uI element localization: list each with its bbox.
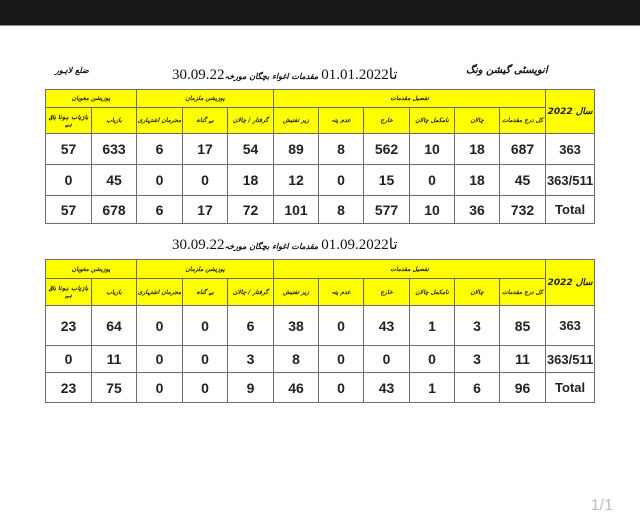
table-cell: 57: [46, 196, 92, 224]
table-cell: 72: [228, 196, 274, 224]
table-cell: 0: [319, 165, 364, 196]
table-cell: 10: [410, 134, 455, 165]
table-cell: 0: [319, 306, 364, 346]
group-header-accused: پوزیشن ملزمان: [137, 90, 274, 108]
table2-title-text: مقدمات اغواء بچگان مورخہ: [224, 242, 319, 251]
table-cell: 3: [455, 346, 500, 373]
table-cell: 0: [46, 165, 92, 196]
table-cell: 577: [364, 196, 410, 224]
table2-title: [172, 235, 398, 254]
column-header: گرفتار / چالان: [228, 279, 274, 306]
table-cell: 101: [274, 196, 319, 224]
table-cell: 0: [319, 373, 364, 403]
column-header: چالان: [455, 108, 500, 134]
table-cell: 678: [92, 196, 137, 224]
page-indicator: 1/1: [590, 497, 613, 514]
table1-title-text: مقدمات اغواء بچگان مورخہ: [224, 72, 319, 81]
table-cell: 17: [183, 134, 228, 165]
table-cell: 45: [92, 165, 137, 196]
viewer-top-bar: [0, 0, 640, 26]
table-cell: 9: [228, 373, 274, 403]
table-cell: 0: [410, 346, 455, 373]
group-header-accused: پوزیشن ملزمان: [137, 260, 274, 279]
column-header: نامکمل چالان: [410, 108, 455, 134]
column-header: چالان: [455, 279, 500, 306]
group-header-recovered: پوزیشن مغویان: [46, 260, 137, 279]
table-row-total: [46, 373, 595, 403]
table-cell: 687: [500, 134, 546, 165]
table-cell: 0: [137, 165, 183, 196]
table-cell: 38: [274, 306, 319, 346]
column-header: بے گناہ: [183, 279, 228, 306]
table-cell: 0: [183, 346, 228, 373]
table-cell: 43: [364, 306, 410, 346]
column-header: کل درج مقدمات: [500, 108, 546, 134]
table-row: [46, 346, 595, 373]
row-label: Total: [546, 373, 595, 403]
table-row: [46, 134, 595, 165]
column-header: مجرمان اشتہاری: [137, 108, 183, 134]
table-cell: 562: [364, 134, 410, 165]
table-cell: 3: [455, 306, 500, 346]
table-cell: 11: [92, 346, 137, 373]
column-header: بازیاب ہونا باقی ہے: [46, 108, 92, 134]
table-cell: 43: [364, 373, 410, 403]
table-cell: 11: [500, 346, 546, 373]
table-row-total: [46, 196, 595, 224]
column-header: بے گناہ: [183, 108, 228, 134]
column-header-year: سال 2022: [546, 90, 595, 134]
table-cell: 64: [92, 306, 137, 346]
group-header-recovered: پوزیشن مغویان: [46, 90, 137, 108]
column-header-year: سال 2022: [546, 260, 595, 306]
table-cell: 36: [455, 196, 500, 224]
column-header: نامکمل چالان: [410, 279, 455, 306]
table-cell: 3: [228, 346, 274, 373]
table-cell: 0: [410, 165, 455, 196]
table-year-to-date: [45, 89, 595, 224]
row-label: 363: [546, 306, 595, 346]
table-cell: 75: [92, 373, 137, 403]
table-cell: 633: [92, 134, 137, 165]
table-cell: 12: [274, 165, 319, 196]
column-header: گرفتار / چالان: [228, 108, 274, 134]
column-header: بازیاب ہونا باقی ہے: [46, 279, 92, 306]
table-cell: 96: [500, 373, 546, 403]
table-cell: 1: [410, 306, 455, 346]
table-cell: 1: [410, 373, 455, 403]
table-cell: 0: [319, 346, 364, 373]
table-cell: 15: [364, 165, 410, 196]
table-cell: 0: [137, 373, 183, 403]
column-header: عدم پتہ: [319, 279, 364, 306]
table-row: [46, 306, 595, 346]
column-header: زیر تفتیش: [274, 108, 319, 134]
table-cell: 0: [183, 306, 228, 346]
table-cell: 732: [500, 196, 546, 224]
column-header: کل درج مقدمات: [500, 279, 546, 306]
column-header: زیر تفتیش: [274, 279, 319, 306]
table-cell: 85: [500, 306, 546, 346]
table-cell: 8: [274, 346, 319, 373]
table-cell: 8: [319, 196, 364, 224]
row-label: 363/511: [546, 165, 595, 196]
table-cell: 10: [410, 196, 455, 224]
table-cell: 17: [183, 196, 228, 224]
row-label: 363/511: [546, 346, 595, 373]
table-cell: 23: [46, 373, 92, 403]
table-cell: 0: [183, 165, 228, 196]
table-cell: 23: [46, 306, 92, 346]
table1-date-range: 30.09.22تا01.01.2022: [172, 67, 398, 83]
district-label: ضلع لاہور: [55, 66, 89, 75]
table-cell: 6: [137, 134, 183, 165]
table-cell: 6: [228, 306, 274, 346]
table-cell: 45: [500, 165, 546, 196]
group-header-disposal: تفصیل مقدمات: [274, 260, 546, 279]
table-cell: 0: [364, 346, 410, 373]
table-month: [45, 259, 595, 403]
column-header: خارج: [364, 108, 410, 134]
column-header: مجرمان اشتہاری: [137, 279, 183, 306]
table-cell: 6: [455, 373, 500, 403]
table-cell: 0: [137, 306, 183, 346]
table-cell: 18: [455, 165, 500, 196]
table-cell: 57: [46, 134, 92, 165]
table-cell: 6: [137, 196, 183, 224]
table-cell: 0: [137, 346, 183, 373]
department-label: انویسٹی گیشن ونگ: [466, 65, 548, 76]
table-cell: 0: [46, 346, 92, 373]
table-cell: 8: [319, 134, 364, 165]
column-header: بازیاب: [92, 108, 137, 134]
table-cell: 18: [455, 134, 500, 165]
table-cell: 54: [228, 134, 274, 165]
table-cell: 0: [183, 373, 228, 403]
table1-title: [172, 65, 398, 84]
table-cell: 89: [274, 134, 319, 165]
column-header: خارج: [364, 279, 410, 306]
column-header: بازیاب: [92, 279, 137, 306]
table2-date-range: 30.09.22تا01.09.2022: [172, 237, 398, 253]
column-header: عدم پتہ: [319, 108, 364, 134]
row-label: 363: [546, 134, 595, 165]
row-label: Total: [546, 196, 595, 224]
group-header-disposal: تفصیل مقدمات: [274, 90, 546, 108]
table-cell: 18: [228, 165, 274, 196]
table-cell: 46: [274, 373, 319, 403]
table-row: [46, 165, 595, 196]
